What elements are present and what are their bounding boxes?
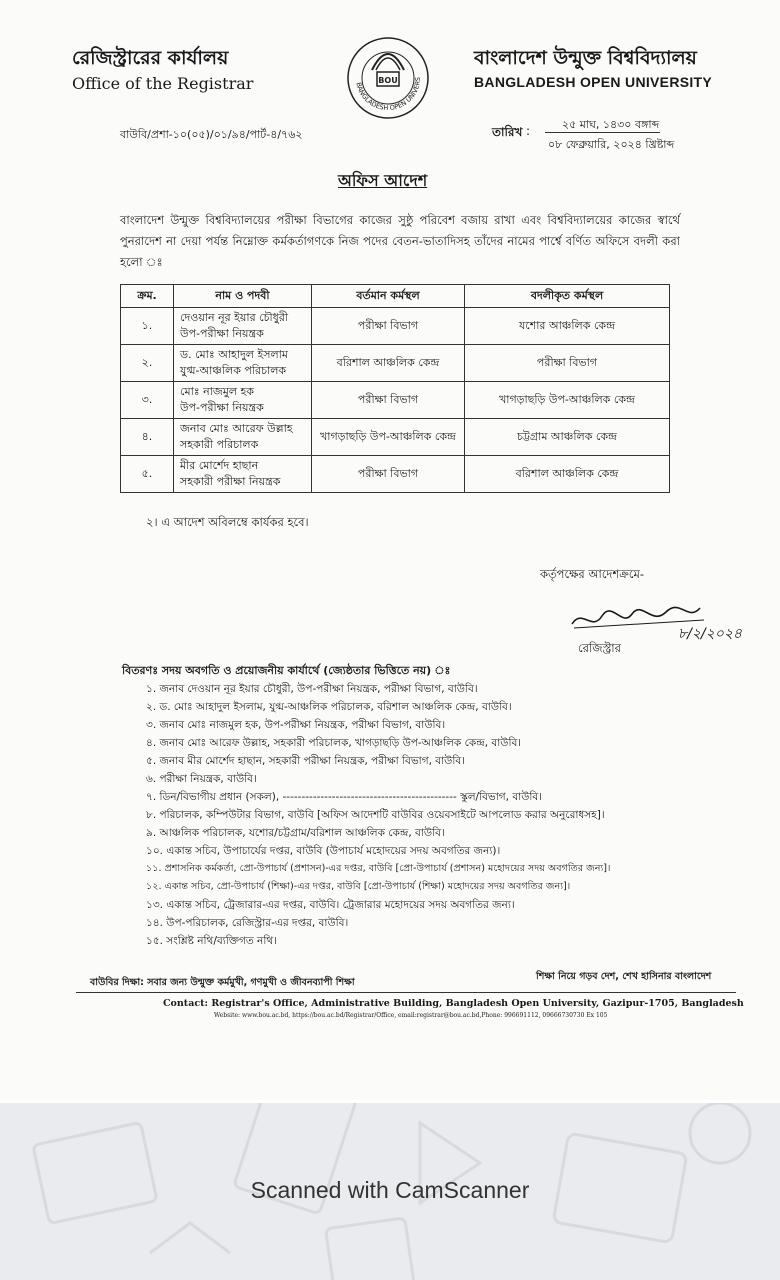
distribution-item: ১২. একান্ত সচিব, প্রো-উপাচার্য (শিক্ষা)-এর দপ্তর, বাউবি [প্রো-উপাচার্য (শিক্ষা) মহোদয়ের সদয় অবগতির জন্য]।	[146, 881, 571, 892]
office-name-en: Office of the Registrar	[72, 74, 254, 93]
distribution-item: ৫. জনাব মীর মোর্শেদ হাছান, সহকারী পরীক্ষা নিয়ন্ত্রক, পরীক্ষা বিভাগ, বাউবি।	[146, 755, 465, 767]
row-current-station: পরীক্ষা বিভাগ	[312, 456, 465, 493]
distribution-item: ১০. একান্ত সচিব, উপাচার্যের দপ্তর, বাউবি (উপাচার্য মহোদয়ের সদয় অবগতির জন্য)।	[146, 845, 501, 857]
row-current-station: খাগড়াছড়ি উপ-আঞ্চলিক কেন্দ্র	[312, 419, 465, 456]
university-name-en: BANGLADESH OPEN UNIVERSITY	[474, 74, 713, 90]
transfer-table	[120, 284, 670, 493]
row-serial: ৫.	[121, 456, 174, 493]
table-row	[121, 456, 670, 493]
office-name-bn: রেজিস্ট্রারের কার্যালয়	[72, 47, 229, 69]
row-name-cell	[174, 345, 312, 382]
table-row	[121, 382, 670, 419]
document-title: অফিস আদেশ	[338, 171, 428, 190]
row-current-station: পরীক্ষা বিভাগ	[312, 308, 465, 345]
contact-line: Contact: Registrar's Office, Administrative Building, Bangladesh Open University, Gazipur-1705, Bangladesh	[163, 998, 744, 1009]
footer-divider	[76, 992, 736, 993]
registrar-title: রেজিস্ট্রার	[578, 641, 621, 655]
camscanner-banner	[0, 1103, 780, 1280]
row-new-station: চট্টগ্রাম আঞ্চলিক কেন্দ্র	[465, 419, 670, 456]
row-serial: ২.	[121, 345, 174, 382]
university-name-bn: বাংলাদেশ উন্মুক্ত বিশ্ববিদ্যালয়	[474, 47, 697, 69]
row-name-cell	[174, 382, 312, 419]
intro-paragraph: বাংলাদেশ উন্মুক্ত বিশ্ববিদ্যালয়ের পরীক্ষা বিভাগের কাজের সুষ্ঠু পরিবেশ বজায় রাখা এবং বিশ্ববিদ্যালয়ের কাজের স্বার্থে পুনরাদেশ না দেয়া পর্যন্ত নিম্নোক্ত কর্মকর্তাগণকে নিজ পদের বেতন-ভাতাদিসহ তাঁদের নামের পার্শ্বে বর্ণিত অফিসে বদলী করা হলো ঃ	[120, 213, 680, 269]
date-label: তারিখ	[492, 125, 523, 139]
col-header-serial: ক্রম.	[121, 285, 174, 308]
row-new-station: খাগড়াছড়ি উপ-আঞ্চলিক কেন্দ্র	[465, 382, 670, 419]
officer-name: ড. মোঃ আহাদুল ইসলাম	[180, 348, 288, 361]
distribution-item: ৮. পরিচালক, কম্পিউটার বিভাগ, বাউবি [অফিস আদেশটি বাউবির ওয়েবসাইটে আপলোড করার অনুরোধসহ]।	[146, 809, 605, 821]
officer-name: মোঃ নাজমুল হক	[180, 385, 254, 398]
row-serial: ৪.	[121, 419, 174, 456]
distribution-item: ৯. আঞ্চলিক পরিচালক, যশোর/চট্টগ্রাম/বরিশাল আঞ্চলিক কেন্দ্র, বাউবি।	[146, 827, 445, 839]
officer-name: মীর মোর্শেদ হাছান	[180, 459, 259, 472]
authority-line: কর্তৃপক্ষের আদেশক্রমে-	[540, 567, 645, 581]
signature-date: ৮/২/২০২৪	[678, 626, 743, 642]
website-line: Website: www.bou.ac.bd, https://bou.ac.bd/Registrar/Office, email:registrar@bou.ac.bd,Phone: 996691112, 09666730730 Ex 105	[214, 1012, 608, 1019]
officer-name: জনাব মোঃ আরেফ উল্লাহ	[180, 422, 293, 435]
row-current-station: বরিশাল আঞ্চলিক কেন্দ্র	[312, 345, 465, 382]
distribution-item: ৭. ডিন/বিভাগীয় প্রধান (সকল), ---------------------------------------------- স্কুল/বিভাগ, বাউবি।	[146, 791, 543, 803]
logo-text: BOU	[378, 76, 398, 85]
distribution-item: ৬. পরীক্ষা নিয়ন্ত্রক, বাউবি।	[146, 773, 257, 785]
row-current-station: পরীক্ষা বিভাগ	[312, 382, 465, 419]
footer-motto-left: বাউবির দিক্ষা: সবার জন্য উন্মুক্ত কর্মমুখী, গণমুখী ও জীবনব্যাপী শিক্ষা	[90, 977, 355, 988]
officer-name: দেওয়ান নূর ইয়ার চৌধুরী	[180, 311, 289, 324]
col-header-current: বর্তমান কর্মস্থল	[312, 285, 465, 308]
memo-reference: বাউবি/প্রশা-১০(০৫)/০১/৯৪/পার্ট-৪/৭৬২	[120, 128, 303, 141]
table-row	[121, 345, 670, 382]
row-new-station: যশোর আঞ্চলিক কেন্দ্র	[465, 308, 670, 345]
distribution-item: ২. ড. মোঃ আহাদুল ইসলাম, যুগ্ম-আঞ্চলিক পরিচালক, বরিশাল আঞ্চলিক কেন্দ্র, বাউবি।	[146, 701, 512, 713]
distribution-item: ১১. প্রশাসনিক কর্মকর্তা, প্রো-উপাচার্য (প্রশাসন)-এর দপ্তর, বাউবি [প্রো-উপাচার্য (প্রশাসন) মহোদয়ের সদয় অবগতির জন্য]।	[146, 863, 611, 874]
row-new-station: পরীক্ষা বিভাগ	[465, 345, 670, 382]
row-name-cell	[174, 308, 312, 345]
distribution-item: ৪. জনাব মোঃ আরেফ উল্লাহ, সহকারী পরিচালক, খাগড়াছড়ি উপ-আঞ্চলিক কেন্দ্র, বাউবি।	[146, 737, 522, 749]
officer-designation: যুগ্ম-আঞ্চলিক পরিচালক	[180, 364, 287, 377]
distribution-item: ১৫. সংশ্লিষ্ট নথি/ব্যক্তিগত নথি।	[146, 935, 277, 947]
distribution-heading: বিতরণঃ সদয় অবগতি ও প্রয়োজনীয় কার্যার্থে (জ্যেষ্ঠতার ভিত্তিতে নয়) ঃ	[122, 664, 451, 677]
officer-designation: সহকারী পরিচালক	[180, 438, 259, 451]
date-colon: :	[526, 124, 531, 138]
row-new-station: বরিশাল আঞ্চলিক কেন্দ্র	[465, 456, 670, 493]
camscanner-watermark-text: Scanned with CamScanner	[250, 1177, 530, 1203]
officer-designation: উপ-পরীক্ষা নিয়ন্ত্রক	[180, 401, 264, 414]
university-logo	[342, 32, 434, 124]
col-header-name: নাম ও পদবী	[174, 285, 312, 308]
table-row	[121, 419, 670, 456]
distribution-item: ১৪. উপ-পরিচালক, রেজিস্ট্রার-এর দপ্তর, বাউবি।	[146, 917, 349, 929]
date-gregorian: ০৮ ফেব্রুয়ারি, ২০২৪ খ্রিষ্টাব্দ	[548, 138, 675, 151]
officer-designation: উপ-পরীক্ষা নিয়ন্ত্রক	[180, 327, 264, 340]
order-clause-2: ২। এ আদেশ অবিলম্বে কার্যকর হবে।	[146, 515, 309, 529]
distribution-item: ১. জনাব দেওয়ান নূর ইয়ার চৌধুরী, উপ-পরীক্ষা নিয়ন্ত্রক, পরীক্ষা বিভাগ, বাউবি।	[146, 683, 478, 695]
row-serial: ১.	[121, 308, 174, 345]
officer-designation: সহকারী পরীক্ষা নিয়ন্ত্রক	[180, 475, 281, 488]
date-bangla: ২৫ মাঘ, ১৪৩০ বঙ্গাব্দ	[562, 118, 660, 131]
distribution-item: ১৩. একান্ত সচিব, ট্রেজারার-এর দপ্তর, বাউবি। ট্রেজারার মহোদয়ের সদয় অবগতির জন্য।	[146, 899, 515, 911]
row-name-cell	[174, 456, 312, 493]
date-divider	[545, 132, 660, 133]
table-header-row	[121, 285, 670, 308]
table-row	[121, 308, 670, 345]
col-header-new: বদলীকৃত কর্মস্থল	[465, 285, 670, 308]
footer-motto-right: শিক্ষা নিয়ে গড়ব দেশ, শেখ হাসিনার বাংলাদেশ	[536, 971, 712, 982]
row-serial: ৩.	[121, 382, 174, 419]
logo-ring-text: BANGLADESH OPEN UNIVERS	[354, 76, 423, 113]
distribution-item: ৩. জনাব মোঃ নাজমুল হক, উপ-পরীক্ষা নিয়ন্ত্রক, পরীক্ষা বিভাগ, বাউবি।	[146, 719, 446, 731]
row-name-cell	[174, 419, 312, 456]
